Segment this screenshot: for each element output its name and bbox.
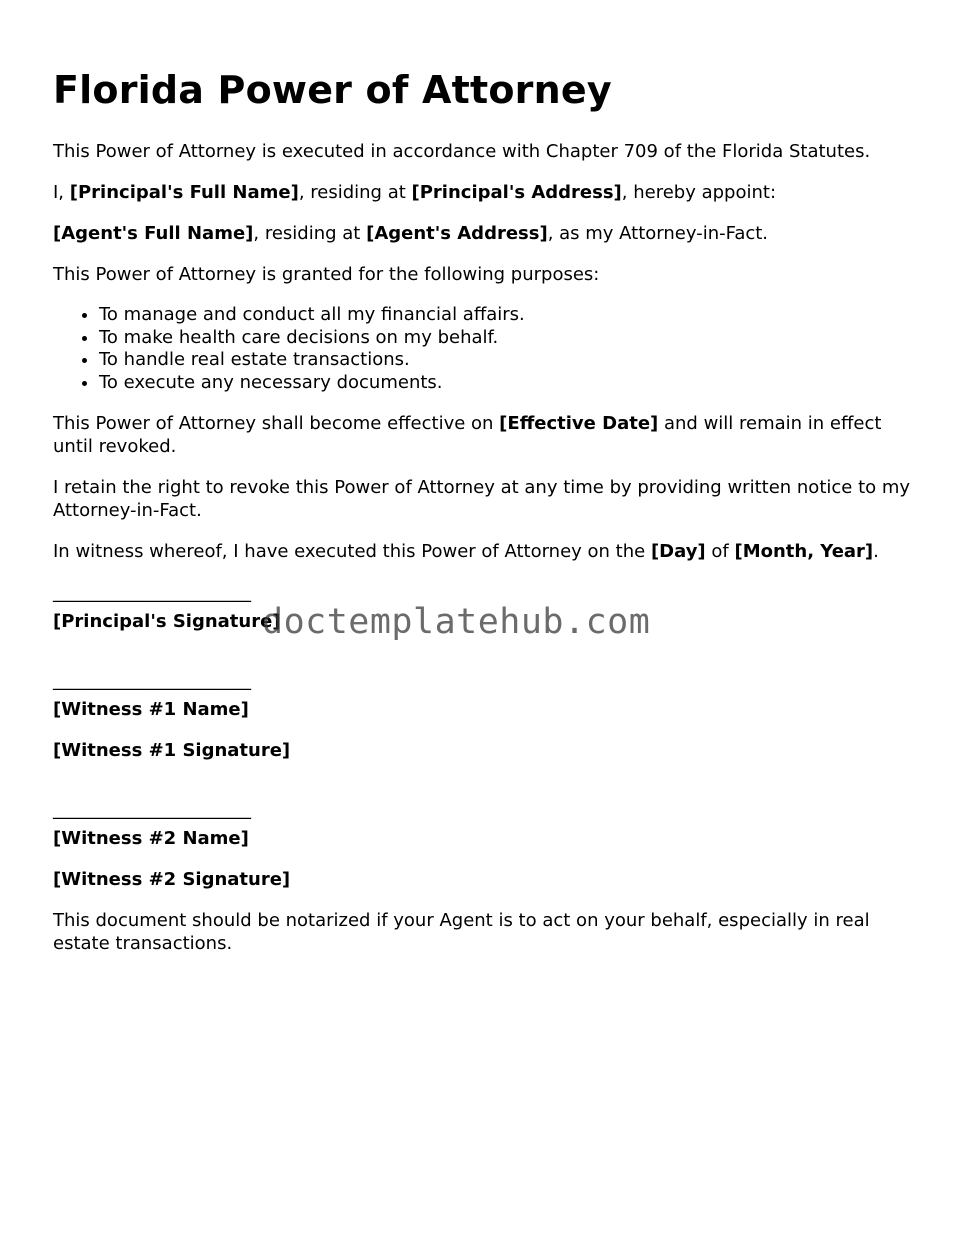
witness1-signature-block — [53, 669, 913, 762]
agent-address-placeholder: [Agent's Address] — [366, 223, 548, 244]
purposes-list — [53, 304, 913, 394]
list-item: • To manage and conduct all my financial affairs. — [99, 304, 913, 327]
principal-signature-label: [Principal's Signature] — [53, 611, 281, 632]
list-item: • To handle real estate transactions. — [99, 349, 913, 372]
appointment-prefix: I, — [53, 182, 70, 203]
day-placeholder: [Day] — [650, 541, 706, 562]
effective-paragraph — [53, 412, 913, 458]
document-page — [53, 66, 913, 973]
witness-clause-paragraph — [53, 540, 913, 563]
agent-name-placeholder: [Agent's Full Name] — [53, 223, 254, 244]
witness2-signature-line: ______________________ — [53, 799, 251, 820]
witness2-name-label: [Witness #2 Name] — [53, 828, 249, 849]
effective-date-placeholder: [Effective Date] — [499, 413, 659, 434]
witness-clause-prefix: In witness whereof, I have executed this Power of Attorney on the — [53, 541, 651, 562]
revocation-paragraph: I retain the right to revoke this Power of Attorney at any time by providing written notice to my Attorney-in-Fact. — [53, 477, 911, 521]
principal-address-placeholder: [Principal's Address] — [411, 182, 622, 203]
watermark-text: doctemplatehub.com — [262, 602, 651, 642]
appointment-suffix: , hereby appoint: — [621, 182, 777, 203]
agent-mid: , residing at — [253, 223, 367, 244]
witness-clause-suffix: . — [873, 541, 879, 562]
witness1-name-label: [Witness #1 Name] — [53, 699, 249, 720]
witness-clause-mid: of — [705, 541, 735, 562]
intro-paragraph: This Power of Attorney is executed in accordance with Chapter 709 of the Florida Statutes. — [53, 141, 871, 162]
agent-paragraph — [53, 222, 913, 245]
effective-suffix: and will remain in effect until revoked. — [53, 413, 882, 457]
witness1-signature-label: [Witness #1 Signature] — [53, 740, 291, 761]
list-item: • To make health care decisions on my behalf. — [99, 327, 913, 350]
list-item: • To execute any necessary documents. — [99, 372, 913, 395]
effective-prefix: This Power of Attorney shall become effective on — [53, 413, 500, 434]
month-year-placeholder: [Month, Year] — [734, 541, 874, 562]
agent-suffix: , as my Attorney-in-Fact. — [547, 223, 769, 244]
principal-name-placeholder: [Principal's Full Name] — [69, 182, 299, 203]
principal-signature-line: ______________________ — [53, 582, 251, 603]
appointment-paragraph — [53, 181, 913, 204]
notary-note: This document should be notarized if your Agent is to act on your behalf, especially in real estate transactions. — [53, 910, 870, 954]
witness1-signature-line: ______________________ — [53, 670, 251, 691]
witness2-signature-label: [Witness #2 Signature] — [53, 869, 291, 890]
document-title: Florida Power of Attorney — [53, 68, 612, 112]
witness2-signature-block — [53, 798, 913, 891]
purposes-intro: This Power of Attorney is granted for the following purposes: — [53, 264, 600, 285]
appointment-mid: , residing at — [298, 182, 412, 203]
